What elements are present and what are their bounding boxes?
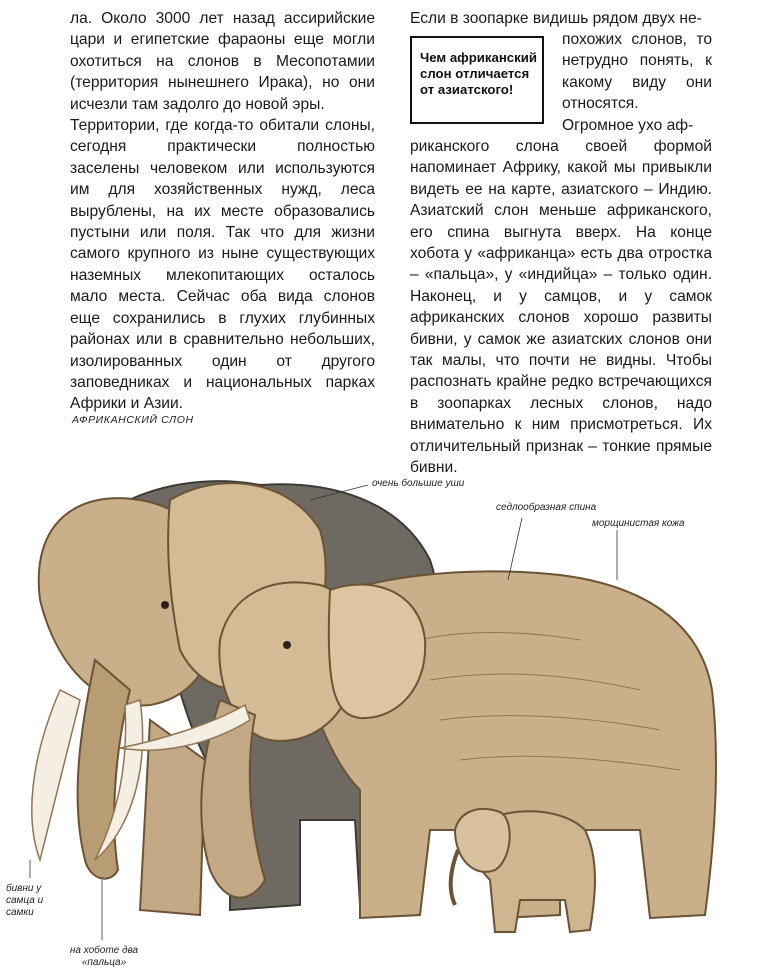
sidebar-title: Чем африканский слон отличается от азиатского! xyxy=(420,50,537,97)
right-body-text: риканского слона своей формой напоминает Африку, какой мы привыкли видеть ее на карте, азиатского – Индию. Азиатский слон меньше африканского, его спина выгнута вверх. На конце хобота у «африканца» есть два отростка – «пальца», у «индийца» – только один. Наконец, и у самцов, и у самок африканских слонов хорошо развиты бивни, у самок же азиатских слонов они так малы, что почти не видны. Чтобы распознать крайне редко встречающихся в зоопарках лесных слонов, надо внимательно к ним присмотреться. Их отличительный признак – тонкие прямые бивни. xyxy=(410,138,712,477)
left-paragraph-1: ла. Около 3000 лет назад ассирийские цари и египетские фараоны еще могли охотиться на слонов в Месопотамии (территория нынешнего Ирака), но они исчезли там задолго до новой эры. xyxy=(70,10,375,113)
label-tusks: бивни у самца и самки xyxy=(6,883,44,918)
illustration-caption: АФРИКАНСКИЙ СЛОН xyxy=(72,414,194,426)
right-line-1: Если в зоопарке видишь рядом двух не- xyxy=(410,10,702,27)
right-wrap-text: похожих слонов, то нетрудно понять, к какому виду они относятся. Огромное ухо аф- xyxy=(562,31,712,134)
label-ears: очень большие уши xyxy=(372,478,465,489)
label-back: седлообразная спина xyxy=(496,502,597,513)
label-skin: морщинистая кожа xyxy=(592,518,685,529)
left-paragraph-2: Территории, где когда-то обитали слоны, сегодня практически полностью заселены человеком или используются им для хозяйственных нужд, леса вырублены, на их месте образовались пустыни или поля. Так что для жизни самого крупного из ныне существующих наземных млекопитающих осталось мало места. Сейчас оба вида слонов еще сохранились в глухих глубинных районах или в сравнительно небольших, изолированных один от другого заповедниках и национальных парках Африки и Азии. xyxy=(70,117,375,413)
label-trunk: на хоботе два «пальца» xyxy=(69,945,139,968)
